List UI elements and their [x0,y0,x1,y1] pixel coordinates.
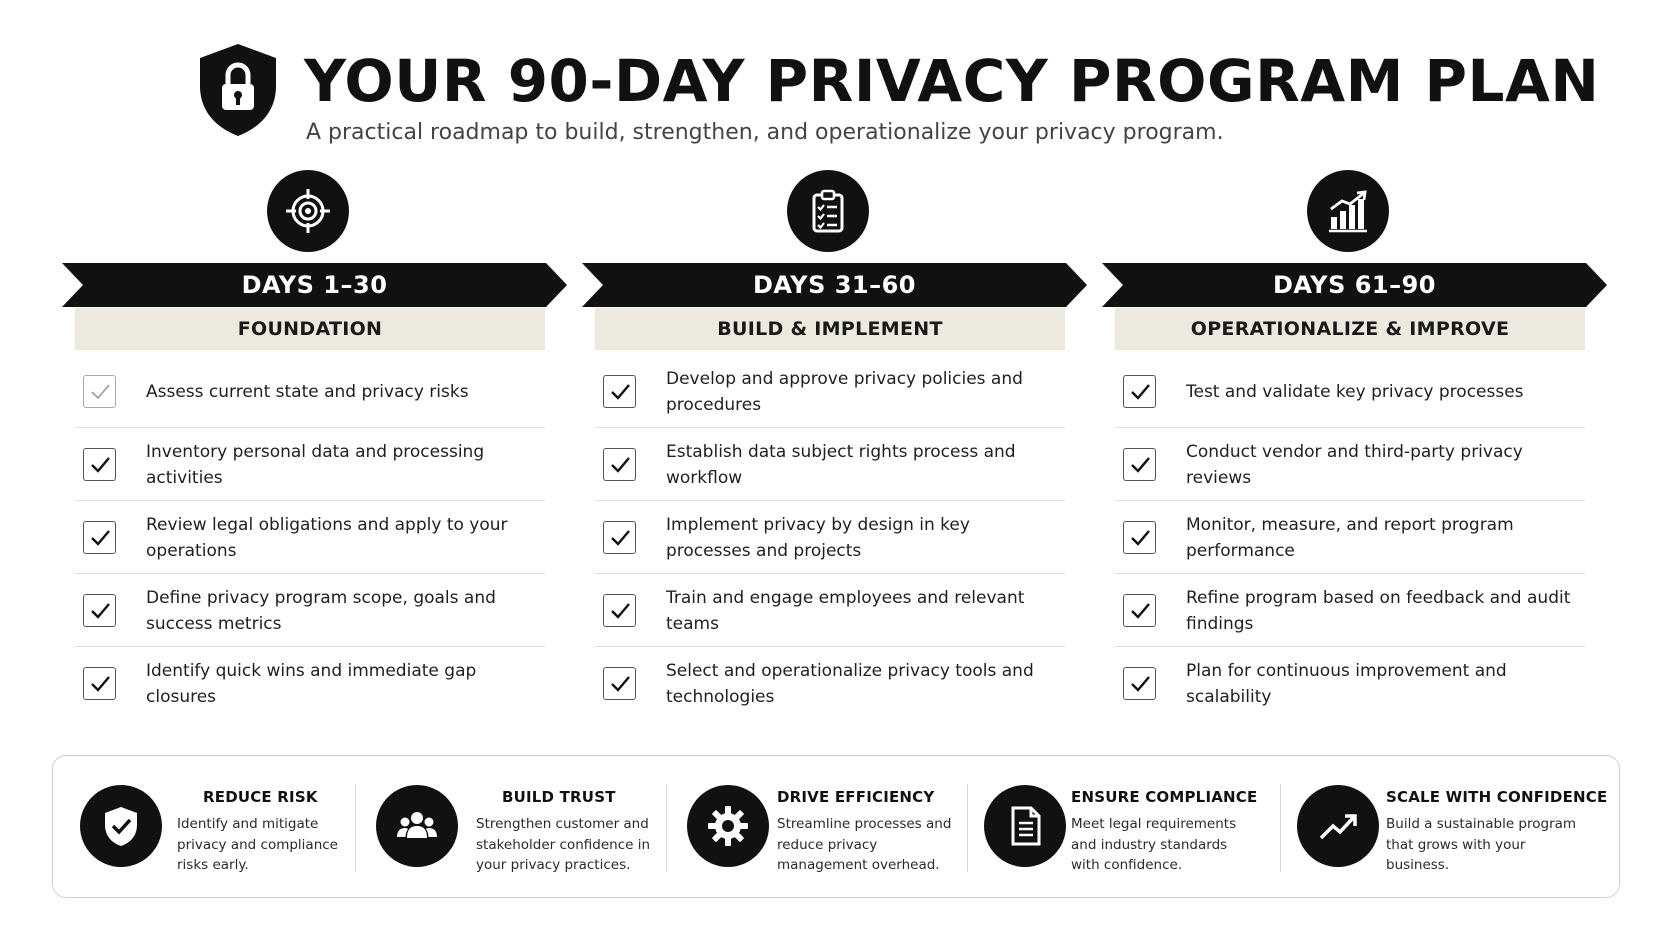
task-item [1115,647,1585,720]
task-item [75,428,545,501]
task-text: Select and operationalize privacy tools and technologies [666,660,1034,707]
benefits-strip [52,755,1620,898]
checkbox[interactable] [603,375,636,408]
checkbox[interactable] [1123,667,1156,700]
task-text: Monitor, measure, and report program performance [1186,514,1514,561]
shield-check-icon [80,785,162,867]
checkbox[interactable] [83,594,116,627]
gear-icon [687,785,769,867]
benefit-title: REDUCE RISK [203,788,318,806]
task-item [595,501,1065,574]
phase-name: FOUNDATION [75,308,545,350]
checkbox[interactable] [83,667,116,700]
document-icon [984,785,1066,867]
benefit-title: ENSURE COMPLIANCE [1071,788,1258,806]
benefit-title: DRIVE EFFICIENCY [777,788,935,806]
benefit-scale-with-confidence [1281,756,1619,899]
benefit-desc: Build a sustainable program that grows with your business. [1386,816,1577,873]
task-text: Identify quick wins and immediate gap closures [146,660,477,707]
task-item [595,355,1065,428]
growth-chart-icon [1307,170,1389,252]
task-item [1115,428,1585,501]
benefit-ensure-compliance [968,756,1280,899]
phase-banner [1102,263,1607,307]
task-text: Test and validate key privacy processes [1186,381,1524,402]
benefit-build-trust [356,756,666,899]
phase-days: DAYS 61–90 [1272,271,1436,299]
trend-up-icon [1297,785,1379,867]
benefit-reduce-risk [53,756,355,899]
task-text: Implement privacy by design in key processes and projects [666,514,970,561]
task-item [75,647,545,720]
task-item [75,501,545,574]
checkbox[interactable] [83,521,116,554]
header [0,0,1672,150]
task-text: Review legal obligations and apply to your operations [146,514,508,561]
task-item [1115,355,1585,428]
task-item [75,574,545,647]
checkbox[interactable] [1123,448,1156,481]
task-item [1115,501,1585,574]
benefit-desc: Strengthen customer and stakeholder confidence in your privacy practices. [476,816,651,873]
benefit-desc: Identify and mitigate privacy and compliance risks early. [177,816,338,873]
checkbox[interactable] [603,448,636,481]
task-text: Define privacy program scope, goals and success metrics [146,587,496,634]
checkbox[interactable] [603,594,636,627]
task-item [75,355,545,428]
people-icon [376,785,458,867]
task-text: Develop and approve privacy policies and procedures [666,368,1023,415]
task-text: Conduct vendor and third-party privacy reviews [1186,441,1523,488]
task-text: Plan for continuous improvement and scalability [1186,660,1507,707]
task-text: Refine program based on feedback and audit findings [1186,587,1571,634]
benefit-desc: Streamline processes and reduce privacy management overhead. [777,816,952,873]
task-text: Assess current state and privacy risks [146,381,469,402]
task-item [595,428,1065,501]
task-text: Establish data subject rights process and workflow [666,441,1016,488]
task-item [595,574,1065,647]
task-item [595,647,1065,720]
phase-banner [62,263,567,307]
checkbox[interactable] [83,448,116,481]
task-list [1115,355,1585,720]
benefit-title: BUILD TRUST [502,788,616,806]
benefit-desc: Meet legal requirements and industry standards with confidence. [1071,816,1237,873]
task-text: Inventory personal data and processing activities [146,441,485,488]
checkbox[interactable] [603,667,636,700]
phase-name: BUILD & IMPLEMENT [595,308,1065,350]
benefit-title: SCALE WITH CONFIDENCE [1386,788,1608,806]
task-list [75,355,545,720]
phase-days: DAYS 31–60 [752,271,916,299]
task-item [1115,574,1585,647]
checkbox[interactable] [1123,375,1156,408]
page-title: YOUR 90-DAY PRIVACY PROGRAM PLAN [304,47,1600,115]
checkbox[interactable] [83,375,116,408]
clipboard-checklist-icon [787,170,869,252]
phase-days: DAYS 1–30 [241,271,388,299]
task-list [595,355,1065,720]
page-subtitle: A practical roadmap to build, strengthen, and operationalize your privacy program. [306,120,1224,145]
checkbox[interactable] [1123,594,1156,627]
checkbox[interactable] [1123,521,1156,554]
checkbox[interactable] [603,521,636,554]
phase-name: OPERATIONALIZE & IMPROVE [1115,308,1585,350]
phase-banner [582,263,1087,307]
shield-lock-icon [197,42,279,138]
task-text: Train and engage employees and relevant teams [666,587,1025,634]
benefit-drive-efficiency [667,756,967,899]
target-icon [267,170,349,252]
